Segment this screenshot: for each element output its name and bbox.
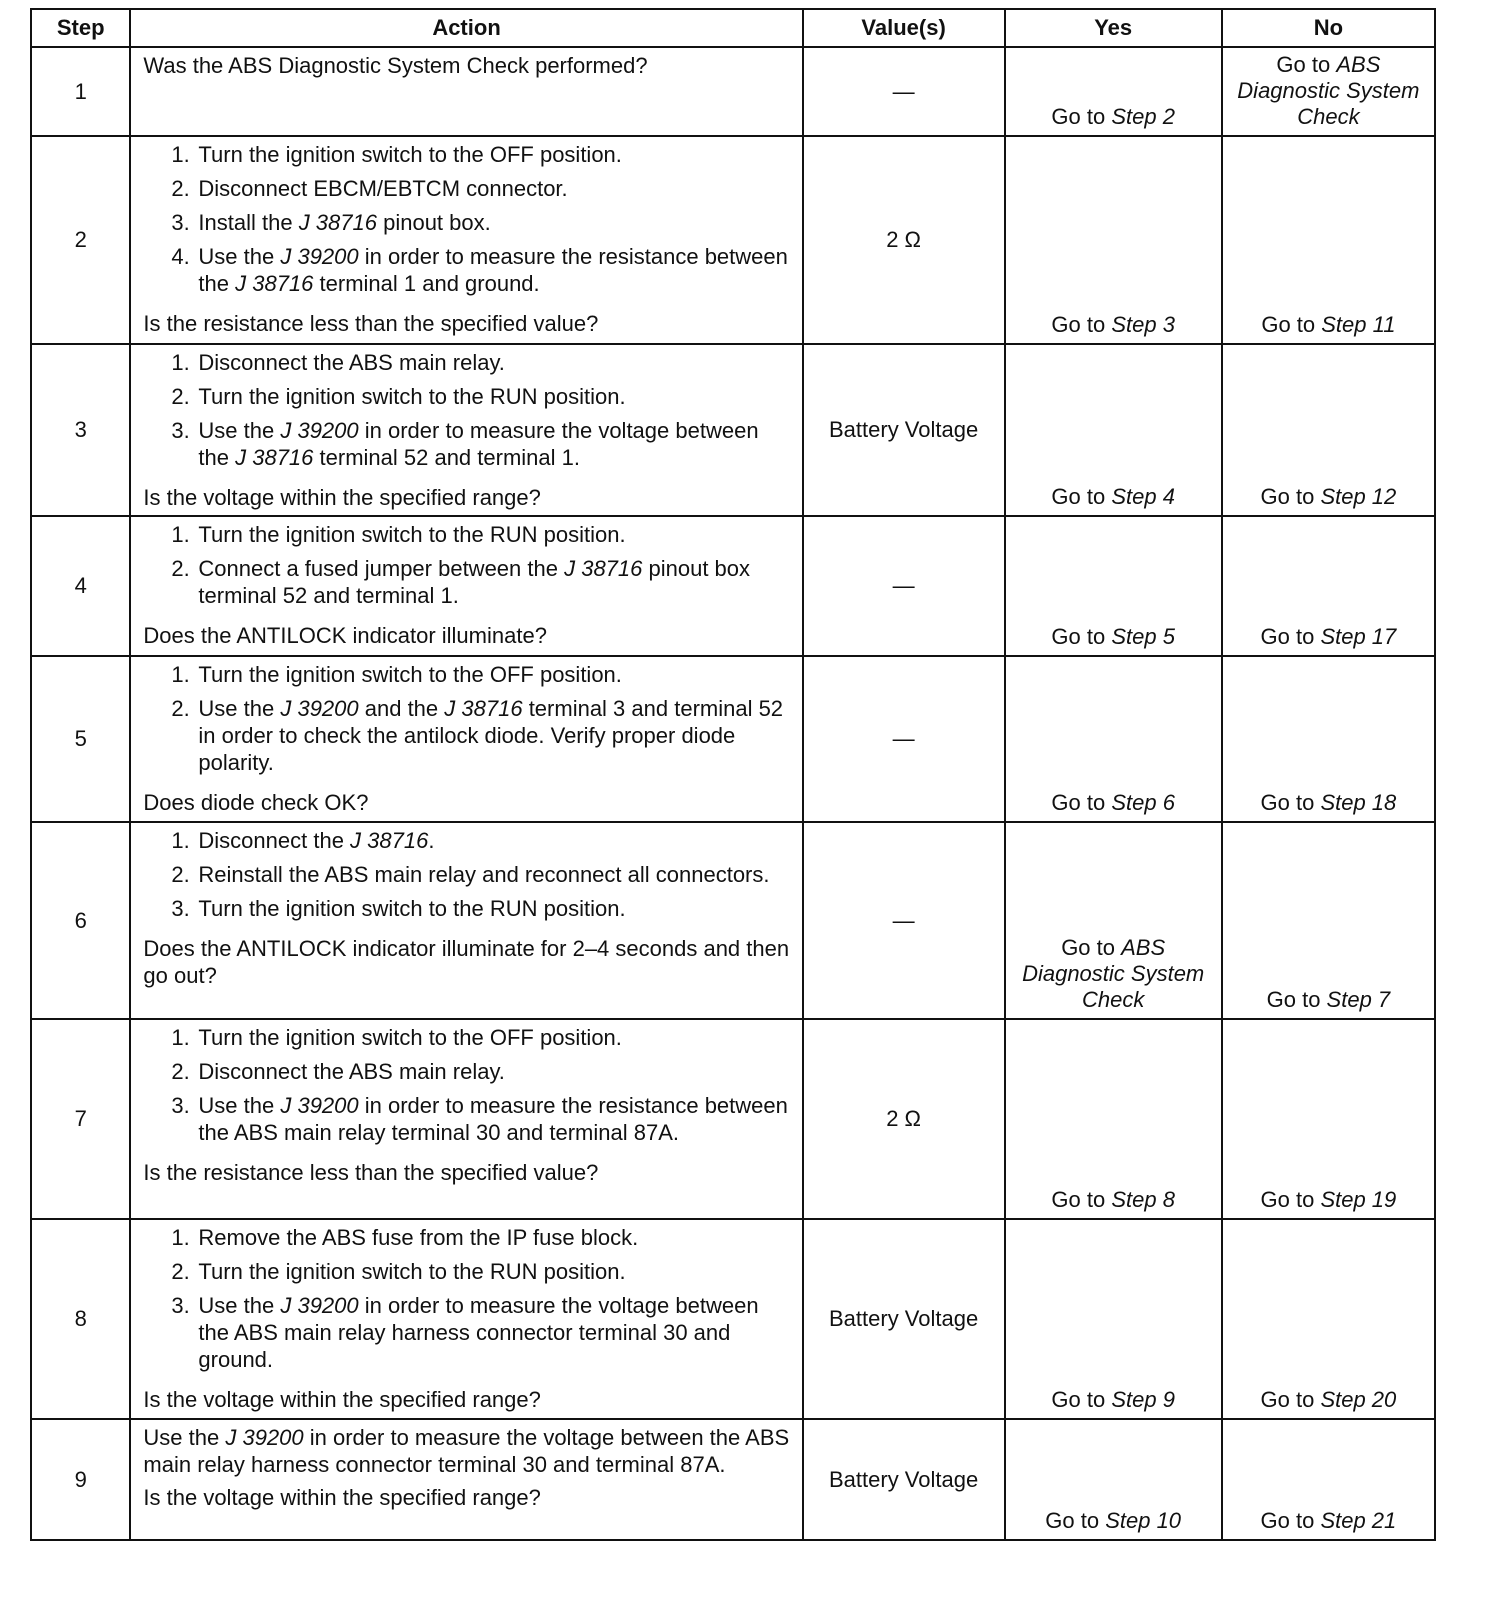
text-run: Turn the ignition switch to the RUN position.: [198, 522, 626, 547]
text-run: pinout box terminal 52 and terminal 1.: [198, 556, 751, 608]
goto-ref: Step 17: [1320, 624, 1397, 649]
step-number: 1.: [171, 1025, 190, 1050]
text-run: Turn the ignition switch to the RUN position.: [198, 1259, 626, 1284]
text-run: Turn the ignition switch to the OFF position.: [198, 1025, 622, 1050]
goto-text: Go to: [1261, 312, 1322, 337]
action-step: [171, 209, 793, 236]
no-cell: [1222, 1219, 1435, 1419]
tool-ref: J 39200: [280, 418, 359, 443]
text-run: Reinstall the ABS main relay and reconnect all connectors.: [198, 862, 770, 887]
goto-ref: Step 21: [1320, 1508, 1397, 1533]
action-step: [171, 861, 793, 888]
action-step: [171, 1058, 793, 1085]
value-cell: 2 Ω: [803, 1019, 1005, 1219]
goto-text: Go to: [1260, 790, 1321, 815]
action-step: [171, 1092, 793, 1146]
value-cell: —: [803, 47, 1005, 136]
header-values: Value(s): [803, 9, 1005, 47]
step-cell: 5: [31, 656, 130, 822]
step-number: 2.: [171, 696, 190, 721]
tool-ref: J 39200: [280, 1293, 359, 1318]
action-step: [171, 895, 793, 922]
step-number: 1.: [171, 662, 190, 687]
text-run: Remove the ABS fuse from the IP fuse block.: [198, 1225, 639, 1250]
step-number: 2.: [171, 384, 190, 409]
step-number: 2.: [171, 556, 190, 581]
step-number: 4.: [171, 244, 190, 269]
action-steps: [143, 1024, 793, 1153]
tool-ref: J 38716: [298, 210, 377, 235]
no-cell: [1222, 136, 1435, 344]
text-run: Use the: [143, 1425, 226, 1450]
action-cell: [130, 656, 802, 822]
action-lead: [143, 1424, 793, 1478]
action-step: [171, 521, 793, 548]
step-number: 3.: [171, 210, 190, 235]
no-cell: [1222, 822, 1435, 1019]
text-run: Disconnect the ABS main relay.: [198, 350, 505, 375]
action-step: [171, 1224, 793, 1251]
goto-text: Go to: [1051, 624, 1112, 649]
header-row: [31, 9, 1435, 47]
action-lead: Was the ABS Diagnostic System Check performed?: [143, 53, 648, 78]
action-steps: [143, 141, 793, 304]
no-cell: [1222, 344, 1435, 516]
table-row: [31, 1019, 1435, 1219]
tool-ref: J 39200: [280, 696, 359, 721]
goto-text: Go to: [1051, 484, 1112, 509]
tool-ref: J 39200: [280, 1093, 359, 1118]
text-run: in order to measure the voltage between the: [198, 418, 759, 470]
text-run: .: [428, 828, 435, 853]
yes-cell: [1005, 656, 1222, 822]
step-number: 2.: [171, 176, 190, 201]
text-run: in order to measure the voltage between the ABS main relay harness connector terminal 30 and terminal 87A.: [143, 1425, 790, 1477]
action-cell: [130, 136, 802, 344]
value-cell: —: [803, 516, 1005, 656]
goto-text: Go to: [1051, 1387, 1112, 1412]
text-run: in order to measure the resistance between the ABS main relay terminal 30 and terminal 87A.: [198, 1093, 788, 1145]
yes-cell: [1005, 344, 1222, 516]
action-cell: [130, 344, 802, 516]
goto-text: Go to: [1051, 104, 1112, 129]
goto-text: Go to: [1266, 987, 1327, 1012]
goto-ref: Step 8: [1111, 1187, 1175, 1212]
action-step: [171, 1258, 793, 1285]
goto-text: Go to: [1051, 312, 1112, 337]
step-number: 1.: [171, 828, 190, 853]
text-run: terminal 1 and ground.: [313, 271, 540, 296]
goto-ref: Step 5: [1111, 624, 1175, 649]
step-cell: 8: [31, 1219, 130, 1419]
tool-ref: J 38716: [350, 828, 429, 853]
goto-ref: Step 19: [1320, 1187, 1397, 1212]
text-run: in order to measure the resistance between the: [198, 244, 788, 296]
goto-text: Go to: [1051, 790, 1112, 815]
action-content: [143, 141, 793, 337]
no-cell: [1222, 516, 1435, 656]
action-steps: [143, 827, 793, 929]
text-run: Disconnect EBCM/EBTCM connector.: [198, 176, 568, 201]
yes-cell: [1005, 1019, 1222, 1219]
no-cell: [1222, 656, 1435, 822]
goto-text: Go to: [1260, 1187, 1321, 1212]
tool-ref: J 39200: [225, 1425, 304, 1450]
text-run: Turn the ignition switch to the OFF position.: [198, 662, 622, 687]
goto-ref: Step 2: [1111, 104, 1175, 129]
goto-ref: Step 7: [1326, 987, 1391, 1012]
action-steps: [143, 1224, 793, 1380]
action-cell: [130, 47, 802, 136]
value-cell: 2 Ω: [803, 136, 1005, 344]
header-step: Step: [31, 9, 130, 47]
text-run: and the: [358, 696, 445, 721]
step-cell: 6: [31, 822, 130, 1019]
action-step: [171, 1024, 793, 1051]
goto-text: Go to: [1276, 52, 1337, 77]
action-steps: [143, 349, 793, 478]
step-number: 2.: [171, 1259, 190, 1284]
step-number: 1.: [171, 522, 190, 547]
step-cell: 2: [31, 136, 130, 344]
text-run: terminal 3 and terminal 52 in order to check the antilock diode. Verify proper diode polarity.: [198, 696, 784, 775]
action-question: Is the resistance less than the specified value?: [143, 1160, 599, 1185]
step-number: 1.: [171, 1225, 190, 1250]
action-step: [171, 555, 793, 609]
yes-cell: [1005, 516, 1222, 656]
action-content: [143, 1024, 793, 1186]
goto-text: Go to: [1260, 1387, 1321, 1412]
goto-ref: Step 11: [1321, 312, 1396, 337]
text-run: Use the: [198, 1093, 281, 1118]
goto-ref: Step 9: [1111, 1387, 1175, 1412]
action-steps: [143, 521, 793, 616]
action-steps: [143, 661, 793, 783]
action-question: Is the voltage within the specified range?: [143, 485, 541, 510]
action-step: [171, 383, 793, 410]
action-cell: [130, 1019, 802, 1219]
action-cell: [130, 1419, 802, 1540]
table-row: [31, 516, 1435, 656]
tool-ref: J 38716: [564, 556, 643, 581]
goto-ref: Step 3: [1111, 312, 1175, 337]
step-cell: 3: [31, 344, 130, 516]
tool-ref: J 38716: [444, 696, 523, 721]
step-number: 3.: [171, 1293, 190, 1318]
step-cell: 7: [31, 1019, 130, 1219]
action-question: Does diode check OK?: [143, 790, 369, 815]
action-step: [171, 695, 793, 776]
action-content: [143, 1224, 793, 1413]
action-cell: [130, 516, 802, 656]
action-content: [143, 52, 793, 85]
text-run: in order to measure the voltage between the ABS main relay harness connector terminal 30 and ground.: [198, 1293, 759, 1372]
action-question: Does the ANTILOCK indicator illuminate for 2–4 seconds and then go out?: [143, 936, 790, 988]
text-run: Use the: [198, 1293, 281, 1318]
diagnostic-table: [30, 8, 1436, 1541]
action-question: Is the voltage within the specified range?: [143, 1387, 541, 1412]
text-run: Turn the ignition switch to the RUN position.: [198, 896, 626, 921]
tool-ref: J 38716: [235, 271, 314, 296]
goto-ref: ABS Diagnostic System Check: [1022, 935, 1205, 1012]
text-run: pinout box.: [376, 210, 491, 235]
step-number: 3.: [171, 418, 190, 443]
goto-ref: Step 10: [1105, 1508, 1182, 1533]
yes-cell: [1005, 1219, 1222, 1419]
action-question: Is the resistance less than the specified value?: [143, 311, 599, 336]
step-cell: 4: [31, 516, 130, 656]
goto-text: Go to: [1260, 484, 1321, 509]
action-question: Does the ANTILOCK indicator illuminate?: [143, 623, 547, 648]
no-cell: [1222, 1419, 1435, 1540]
value-cell: Battery Voltage: [803, 344, 1005, 516]
table-row: [31, 136, 1435, 344]
step-number: 1.: [171, 350, 190, 375]
text-run: Use the: [198, 418, 281, 443]
table-row: [31, 344, 1435, 516]
action-step: [171, 141, 793, 168]
table-row: [31, 1219, 1435, 1419]
action-step: [171, 661, 793, 688]
text-run: Disconnect the ABS main relay.: [198, 1059, 505, 1084]
goto-text: Go to: [1061, 935, 1122, 960]
action-content: [143, 827, 793, 989]
goto-text: Go to: [1260, 624, 1321, 649]
step-number: 3.: [171, 1093, 190, 1118]
action-content: [143, 521, 793, 649]
step-cell: 1: [31, 47, 130, 136]
no-cell: [1222, 47, 1435, 136]
step-number: 1.: [171, 142, 190, 167]
tool-ref: J 39200: [280, 244, 359, 269]
header-yes: Yes: [1005, 9, 1222, 47]
text-run: Use the: [198, 696, 281, 721]
header-action: Action: [130, 9, 802, 47]
value-cell: Battery Voltage: [803, 1219, 1005, 1419]
goto-ref: Step 4: [1111, 484, 1175, 509]
table-row: [31, 822, 1435, 1019]
text-run: terminal 52 and terminal 1.: [313, 445, 580, 470]
action-content: [143, 1424, 793, 1511]
text-run: Turn the ignition switch to the OFF position.: [198, 142, 622, 167]
goto-text: Go to: [1045, 1508, 1106, 1533]
step-number: 2.: [171, 862, 190, 887]
step-number: 3.: [171, 896, 190, 921]
goto-ref: Step 6: [1111, 790, 1175, 815]
action-cell: [130, 822, 802, 1019]
yes-cell: [1005, 47, 1222, 136]
value-cell: —: [803, 656, 1005, 822]
table-row: [31, 656, 1435, 822]
action-step: [171, 827, 793, 854]
yes-cell: [1005, 136, 1222, 344]
value-cell: Battery Voltage: [803, 1419, 1005, 1540]
action-step: [171, 417, 793, 471]
no-cell: [1222, 1019, 1435, 1219]
step-cell: 9: [31, 1419, 130, 1540]
text-run: Install the: [198, 210, 299, 235]
action-content: [143, 349, 793, 511]
goto-ref: Step 20: [1320, 1387, 1397, 1412]
goto-ref: ABS Diagnostic System Check: [1237, 52, 1420, 129]
table-row: [31, 1419, 1435, 1540]
action-cell: [130, 1219, 802, 1419]
action-step: [171, 1292, 793, 1373]
yes-cell: [1005, 822, 1222, 1019]
goto-text: Go to: [1051, 1187, 1112, 1212]
action-step: [171, 349, 793, 376]
goto-ref: Step 18: [1320, 790, 1397, 815]
text-run: Turn the ignition switch to the RUN position.: [198, 384, 626, 409]
action-step: [171, 243, 793, 297]
action-step: [171, 175, 793, 202]
text-run: Disconnect the: [198, 828, 351, 853]
action-question: Is the voltage within the specified range?: [143, 1485, 541, 1510]
text-run: Use the: [198, 244, 281, 269]
action-content: [143, 661, 793, 816]
value-cell: —: [803, 822, 1005, 1019]
goto-ref: Step 12: [1320, 484, 1397, 509]
goto-text: Go to: [1260, 1508, 1321, 1533]
step-number: 2.: [171, 1059, 190, 1084]
table-row: [31, 47, 1435, 136]
tool-ref: J 38716: [235, 445, 314, 470]
header-no: No: [1222, 9, 1435, 47]
yes-cell: [1005, 1419, 1222, 1540]
text-run: Connect a fused jumper between the: [198, 556, 565, 581]
